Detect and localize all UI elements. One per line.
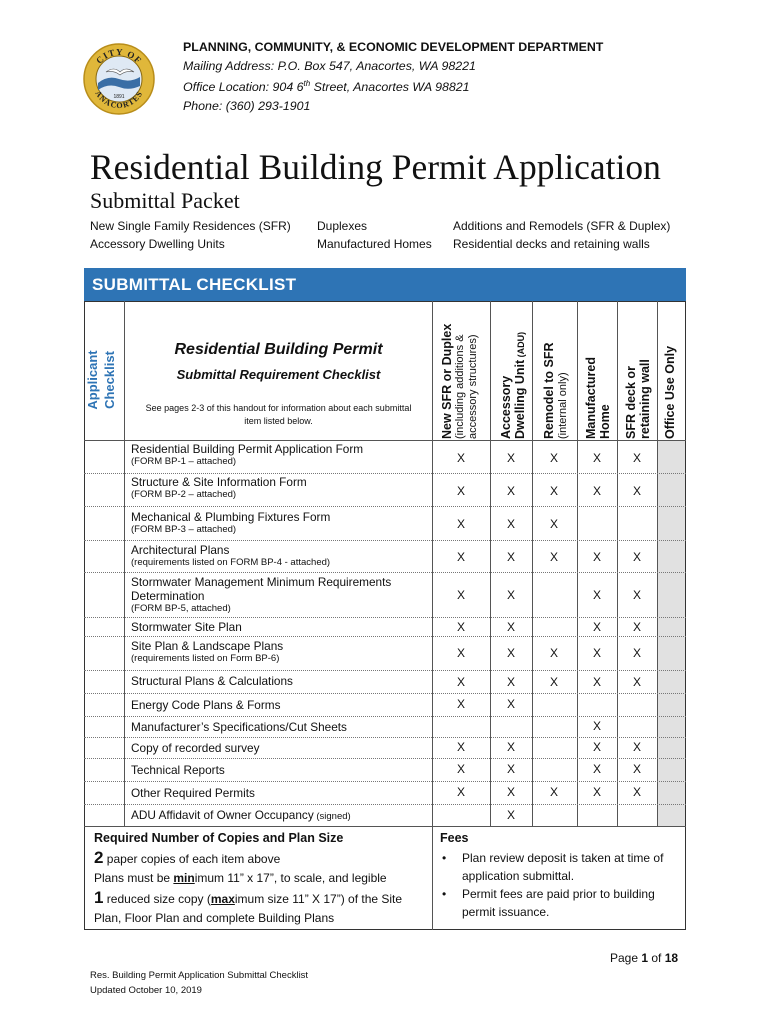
grid-line (84, 804, 686, 805)
page-title: Residential Building Permit Application (90, 147, 661, 187)
column-remodel-sub: (internal only) (557, 372, 569, 439)
check-mark: X (632, 646, 641, 660)
check-mark: X (456, 740, 465, 754)
check-mark: X (506, 620, 515, 634)
row-label: Manufacturer’s Specifications/Cut Sheets (131, 720, 347, 734)
page-total: 18 (664, 951, 679, 965)
copies-line-3 (94, 888, 424, 909)
fees-heading: Fees (440, 831, 469, 845)
column-adu-title: Accessory (499, 375, 513, 439)
page-prefix: Page (610, 951, 642, 965)
check-mark: X (592, 620, 601, 634)
check-mark: X (456, 620, 465, 634)
phone-number: Phone: (360) 293-1901 (183, 98, 311, 113)
check-mark: X (456, 550, 465, 564)
type-additions: Additions and Remodels (SFR & Duplex) (453, 219, 671, 233)
grid-line (657, 301, 658, 826)
column-new-sfr-sub2: accessory structures) (467, 334, 479, 439)
grid-line (84, 540, 686, 541)
row-sublabel: (FORM BP-1 – attached) (131, 456, 237, 467)
check-mark: X (549, 550, 558, 564)
row-label: Mechanical & Plumbing Fixtures Form (131, 510, 331, 524)
check-mark: X (632, 785, 641, 799)
row-sublabel: (requirements listed on FORM BP-4 - attached) (131, 557, 331, 568)
row-label: Stormwater Site Plan (131, 620, 242, 634)
row-label: Copy of recorded survey (131, 741, 260, 755)
row-label: Stormwater Management Minimum Requirements (131, 575, 392, 589)
checklist-row (131, 510, 431, 536)
grid-line (84, 693, 686, 694)
applicant-label-line1: Applicant (85, 350, 100, 410)
row-label: Residential Building Permit Application Form (131, 442, 364, 456)
applicant-checklist-label (84, 320, 124, 440)
check-mark: X (592, 451, 601, 465)
check-mark: X (456, 646, 465, 660)
grid-line (532, 301, 533, 826)
check-mark: X (592, 550, 601, 564)
checklist-row (131, 720, 431, 734)
check-mark: X (506, 588, 515, 602)
office-location-prefix: Office Location: 904 6 (183, 80, 304, 95)
check-mark: X (592, 675, 601, 689)
grid-line (84, 826, 686, 827)
checklist-row (131, 698, 431, 712)
check-mark: X (456, 675, 465, 689)
checklist-row (131, 786, 431, 800)
footer-doc-title: Res. Building Permit Application Submittal Checklist (90, 970, 309, 981)
check-mark: X (506, 550, 515, 564)
footer-updated-date: Updated October 10, 2019 (90, 985, 202, 996)
grid-line (84, 473, 686, 474)
check-mark: X (456, 762, 465, 776)
fees-item-line: Permit fees are paid prior to building (462, 887, 655, 901)
column-deck-title: SFR deck or (624, 366, 638, 439)
seal-text-top: CITY OF (94, 46, 144, 66)
page-subtitle: Submittal Packet (90, 188, 240, 213)
check-mark: X (506, 451, 515, 465)
check-mark: X (632, 451, 641, 465)
department-header (183, 38, 603, 115)
check-mark: X (632, 550, 641, 564)
copies-line-3-a: reduced size copy ( (103, 892, 211, 906)
grid-line (84, 440, 686, 441)
check-mark: X (506, 808, 515, 822)
checklist-row (131, 741, 431, 755)
row-label: Structure & Site Information Form (131, 475, 307, 489)
check-mark: X (456, 785, 465, 799)
checklist-row (131, 620, 431, 634)
types-column-1 (90, 217, 291, 253)
fees-item (440, 885, 685, 921)
row-label: Architectural Plans (131, 543, 230, 557)
checklist-row (131, 442, 431, 468)
check-mark: X (456, 517, 465, 531)
check-mark: X (632, 484, 641, 498)
column-manufactured-title2: Home (598, 404, 612, 439)
row-label: Energy Code Plans & Forms (131, 698, 281, 712)
types-column-2 (317, 217, 432, 253)
grid-line (84, 572, 686, 573)
check-mark: X (632, 762, 641, 776)
types-column-3 (453, 217, 670, 253)
check-mark: X (506, 762, 515, 776)
check-mark: X (456, 451, 465, 465)
type-sfr: New Single Family Residences (SFR) (90, 219, 291, 233)
copies-line-4: Plan, Floor Plan and complete Building Plans (94, 911, 335, 925)
column-adu-sub: (ADU) (516, 331, 526, 360)
copies-heading: Required Number of Copies and Plan Size (94, 831, 344, 845)
row-label: ADU Affidavit of Owner Occupancy (131, 808, 314, 822)
check-mark: X (549, 785, 558, 799)
footer (90, 968, 308, 998)
copies-count-reduced: 1 (94, 888, 104, 907)
check-mark: X (506, 785, 515, 799)
applicant-label-line2: Checklist (102, 351, 117, 409)
checklist-row (131, 674, 431, 688)
type-adu: Accessory Dwelling Units (90, 237, 225, 251)
grid-line (84, 781, 686, 782)
check-mark: X (592, 588, 601, 602)
copies-line-3-c: imum size 11” X 17”) of the Site (234, 892, 403, 906)
check-mark: X (506, 646, 515, 660)
row-sublabel: (FORM BP-2 – attached) (131, 489, 237, 500)
checklist-row (131, 808, 431, 824)
copies-line-1 (94, 848, 424, 869)
grid-line (124, 301, 125, 826)
column-new-sfr-sub1: (including additions & (454, 334, 466, 439)
copies-line-3-max: max (210, 892, 235, 906)
check-mark: X (632, 740, 641, 754)
grid-line (84, 670, 686, 671)
column-adu-title2: Dwelling Unit (513, 359, 527, 439)
mailing-address: Mailing Address: P.O. Box 547, Anacortes, WA 98221 (183, 58, 476, 73)
row-label: Other Required Permits (131, 786, 255, 800)
check-mark: X (549, 451, 558, 465)
checklist-heading: Residential Building Permit (174, 341, 383, 358)
checklist-row (131, 475, 431, 501)
checklist-note: See pages 2-3 of this handout for information about each submittal item listed below. (145, 403, 412, 426)
column-header-manufactured (584, 301, 610, 439)
row-sublabel: (FORM BP-5, attached) (131, 603, 231, 614)
office-location (183, 75, 603, 97)
column-remodel-title: Remodel to SFR (542, 342, 556, 439)
copies-line-2-a: Plans must be (94, 871, 174, 885)
check-mark: X (632, 675, 641, 689)
check-mark: X (506, 697, 515, 711)
bullet-icon: • (442, 851, 447, 865)
office-use-shading (657, 440, 685, 826)
checklist-row (131, 575, 431, 615)
check-mark: X (549, 646, 558, 660)
row-sublabel: (FORM BP-3 – attached) (131, 524, 237, 535)
check-mark: X (506, 740, 515, 754)
grid-line (84, 716, 686, 717)
check-mark: X (506, 517, 515, 531)
copies-line-2-c: imum 11” x 17”, to scale, and legible (194, 871, 387, 885)
section-bar-submittal-checklist: SUBMITTAL CHECKLIST (84, 268, 686, 301)
row-label: Site Plan & Landscape Plans (131, 639, 284, 653)
grid-line (84, 758, 686, 759)
checklist-row (131, 543, 431, 569)
column-deck-title2: retaining wall (638, 359, 652, 439)
column-new-sfr-title: New SFR or Duplex (440, 323, 454, 439)
check-mark: X (456, 588, 465, 602)
checklist-row (131, 639, 431, 665)
check-mark: X (506, 675, 515, 689)
grid-line (84, 506, 686, 507)
check-mark: X (592, 740, 601, 754)
copies-section (94, 829, 424, 928)
check-mark: X (456, 697, 465, 711)
copies-line-1-text: paper copies of each item above (103, 852, 281, 866)
type-decks: Residential decks and retaining walls (453, 237, 650, 251)
fees-section (440, 829, 685, 921)
check-mark: X (592, 484, 601, 498)
row-label-line2: Determination (131, 589, 205, 603)
fees-item (440, 849, 685, 885)
check-mark: X (549, 675, 558, 689)
check-mark: X (632, 588, 641, 602)
column-manufactured-title: Manufactured (584, 357, 598, 439)
fees-item-line: permit issuance. (462, 905, 550, 919)
check-mark: X (592, 785, 601, 799)
check-mark: X (592, 762, 601, 776)
page-number (610, 951, 678, 965)
column-header-office-use (663, 301, 679, 439)
office-location-suffix: Street, Anacortes WA 98821 (310, 80, 470, 95)
check-mark: X (632, 620, 641, 634)
seal-text-bottom: ANACORTES (93, 89, 145, 111)
grid-line (432, 301, 433, 930)
grid-line (84, 737, 686, 738)
seal-year: 1891 (113, 94, 125, 100)
bullet-icon: • (442, 887, 447, 901)
column-header-deck (624, 301, 650, 439)
page-current: 1 (641, 951, 649, 965)
office-location-sup: th (303, 79, 311, 88)
copies-line-2 (94, 869, 424, 888)
check-mark: X (456, 484, 465, 498)
grid-line (84, 617, 686, 618)
copies-count-paper: 2 (94, 848, 104, 867)
copies-line-2-min: min (173, 871, 195, 885)
fees-item-line: application submittal. (462, 869, 575, 883)
type-duplexes: Duplexes (317, 219, 368, 233)
grid-line (84, 636, 686, 637)
page-of: of (648, 951, 665, 965)
row-label: Technical Reports (131, 763, 225, 777)
row-label-suffix: (signed) (313, 811, 351, 822)
checklist-row (131, 763, 431, 777)
row-sublabel: (requirements listed on Form BP-6) (131, 653, 280, 664)
column-header-adu (499, 301, 525, 439)
check-mark: X (549, 484, 558, 498)
check-mark: X (549, 517, 558, 531)
check-mark: X (592, 646, 601, 660)
row-label: Structural Plans & Calculations (131, 674, 293, 688)
column-header-new-sfr (441, 301, 479, 439)
check-mark: X (506, 484, 515, 498)
city-seal-logo (82, 42, 156, 116)
fees-item-line: Plan review deposit is taken at time of (462, 851, 664, 865)
column-header-remodel (542, 301, 568, 439)
column-office-title: Office Use Only (663, 345, 677, 439)
checklist-subheading: Submittal Requirement Checklist (176, 367, 381, 382)
department-name: PLANNING, COMMUNITY, & ECONOMIC DEVELOPMENT DEPARTMENT (183, 40, 604, 54)
type-manufactured: Manufactured Homes (317, 237, 432, 251)
check-mark: X (592, 719, 601, 733)
